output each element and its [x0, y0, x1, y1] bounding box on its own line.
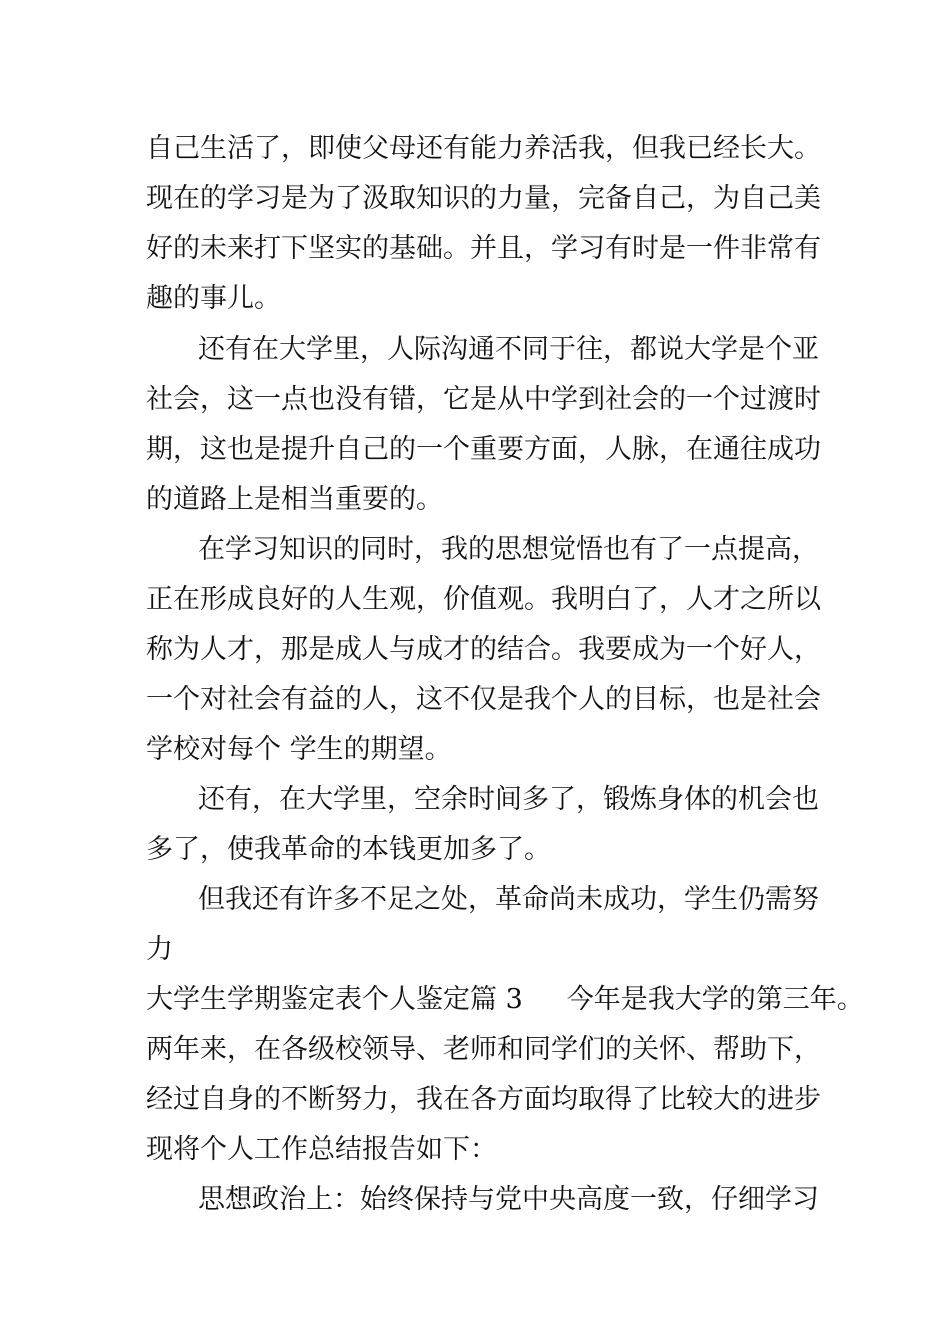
paragraph-first-line: 但我还有许多不足之处，革命尚未成功，学生仍需努 [198, 884, 819, 915]
text-line: 经过自身的不断努力，我在各方面均取得了比较大的进步 [146, 1084, 821, 1115]
text-line: 社会，这一点也没有错，它是从中学到社会的一个过渡时 [146, 384, 821, 415]
heading-tail-text: 今年是我大学的第三年。 [566, 984, 864, 1015]
text-line: 一个对社会有益的人，这不仅是我个人的目标，也是社会 [146, 684, 821, 715]
text-line: 学校对每个 学生的期望。 [146, 734, 452, 765]
section-heading-line [146, 982, 864, 1018]
paragraph-first-line: 还有，在大学里，空余时间多了，锻炼身体的机会也 [198, 784, 819, 815]
paragraph-first-line: 在学习知识的同时，我的思想觉悟也有了一点提高， [198, 534, 819, 565]
text-line: 两年来，在各级校领导、老师和同学们的关怀、帮助下， [146, 1034, 821, 1065]
text-line: 现在的学习是为了汲取知识的力量，完备自己，为自己美 [146, 183, 821, 214]
paragraph-first-line: 思想政治上：始终保持与党中央高度一致，仔细学习 [198, 1184, 819, 1215]
text-line: 期，这也是提升自己的一个重要方面，人脉，在通往成功 [146, 434, 821, 465]
text-line: 趣的事儿。 [146, 283, 281, 314]
text-line: 力 [146, 934, 173, 965]
text-line: 好的未来打下坚实的基础。并且，学习有时是一件非常有 [146, 233, 821, 264]
text-line: 现将个人工作总结报告如下： [146, 1134, 497, 1165]
text-line: 的道路上是相当重要的。 [146, 484, 443, 515]
section-heading: 大学生学期鉴定表个人鉴定篇 3 [146, 984, 523, 1015]
text-line: 多了，使我革命的本钱更加多了。 [146, 834, 551, 865]
text-line: 正在形成良好的人生观，价值观。我明白了，人才之所以 [146, 584, 821, 615]
paragraph-first-line: 还有在大学里，人际沟通不同于往，都说大学是个亚 [198, 334, 819, 365]
text-line: 称为人才，那是成人与成才的结合。我要成为一个好人， [146, 634, 821, 665]
text-line: 自己生活了，即使父母还有能力养活我，但我已经长大。 [146, 133, 821, 164]
